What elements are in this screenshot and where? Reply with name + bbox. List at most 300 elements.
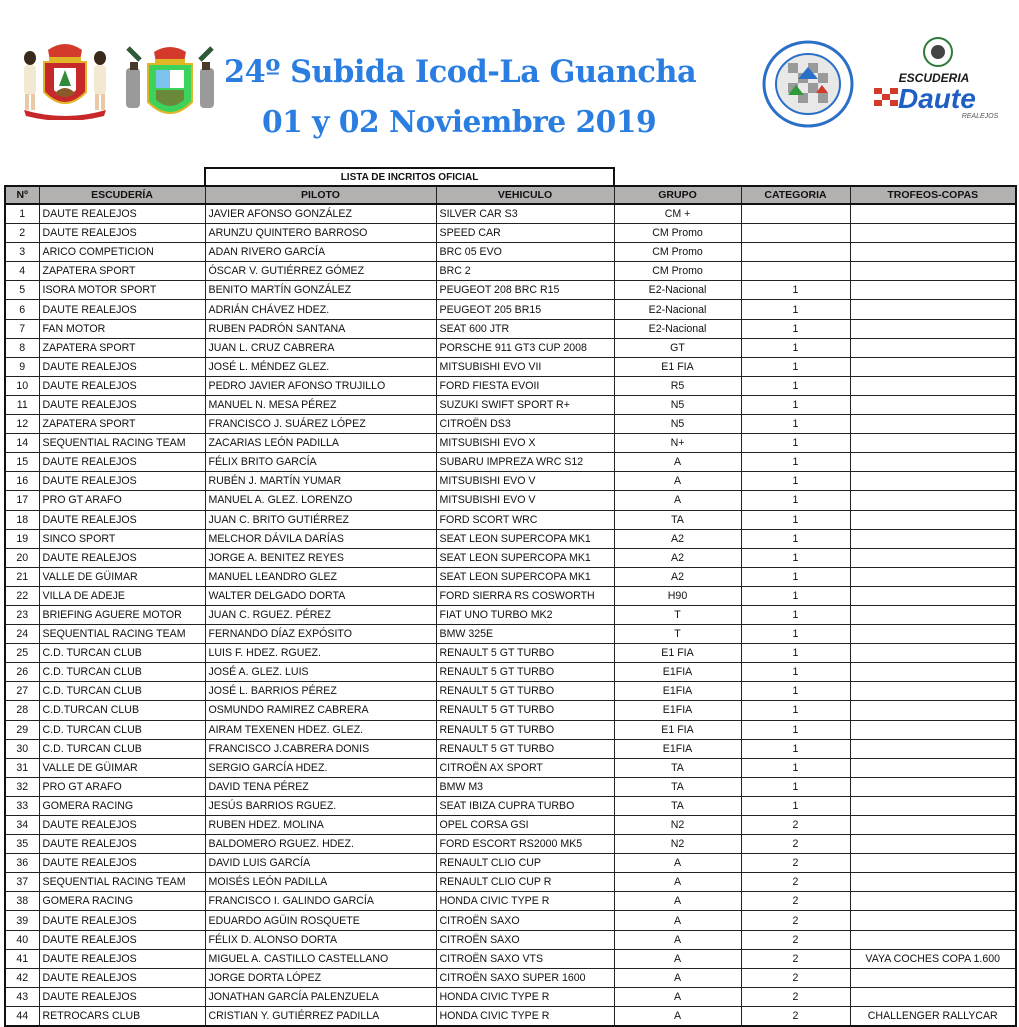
cell-grupo: E1 FIA — [614, 644, 741, 663]
cell-vehiculo: RENAULT CLIO CUP — [436, 854, 614, 873]
table-row — [5, 949, 1016, 968]
cell-trofeos — [850, 758, 1016, 777]
cell-vehiculo: RENAULT 5 GT TURBO — [436, 644, 614, 663]
cell-number: 6 — [5, 300, 39, 319]
cell-grupo: T — [614, 605, 741, 624]
cell-escuderia: FAN MOTOR — [39, 319, 205, 338]
cell-vehiculo: OPEL CORSA GSI — [436, 816, 614, 835]
cell-piloto: RUBEN PADRÓN SANTANA — [205, 319, 436, 338]
cell-categoria: 1 — [741, 739, 850, 758]
cell-trofeos — [850, 453, 1016, 472]
cell-categoria: 1 — [741, 625, 850, 644]
table-row — [5, 243, 1016, 262]
cell-number: 39 — [5, 911, 39, 930]
cell-number: 31 — [5, 758, 39, 777]
cell-piloto: ÓSCAR V. GUTIÉRREZ GÓMEZ — [205, 262, 436, 281]
cell-categoria: 1 — [741, 300, 850, 319]
cell-number: 7 — [5, 319, 39, 338]
cell-vehiculo: RENAULT 5 GT TURBO — [436, 701, 614, 720]
cell-grupo: A — [614, 472, 741, 491]
cell-trofeos — [850, 281, 1016, 300]
cell-trofeos — [850, 472, 1016, 491]
table-body — [5, 204, 1016, 1026]
cell-grupo: N5 — [614, 395, 741, 414]
cell-grupo: A — [614, 873, 741, 892]
table-row — [5, 930, 1016, 949]
table-row — [5, 567, 1016, 586]
cell-categoria: 1 — [741, 644, 850, 663]
cell-number: 22 — [5, 586, 39, 605]
cell-grupo: N2 — [614, 835, 741, 854]
table-row — [5, 701, 1016, 720]
column-header-piloto: PILOTO — [205, 186, 436, 204]
cell-number: 41 — [5, 949, 39, 968]
cell-categoria: 1 — [741, 395, 850, 414]
cell-piloto: JORGE A. BENITEZ REYES — [205, 548, 436, 567]
cell-vehiculo: RENAULT 5 GT TURBO — [436, 682, 614, 701]
cell-vehiculo: SEAT LEON SUPERCOPA MK1 — [436, 529, 614, 548]
table-row — [5, 319, 1016, 338]
table-row — [5, 892, 1016, 911]
cell-trofeos — [850, 739, 1016, 758]
cell-vehiculo: SPEED CAR — [436, 224, 614, 243]
cell-number: 43 — [5, 987, 39, 1006]
table-row — [5, 682, 1016, 701]
cell-vehiculo: HONDA CIVIC TYPE R — [436, 1006, 614, 1026]
cell-vehiculo: CITROËN AX SPORT — [436, 758, 614, 777]
cell-escuderia: C.D. TURCAN CLUB — [39, 644, 205, 663]
cell-escuderia: VALLE DE GÜIMAR — [39, 758, 205, 777]
cell-grupo: H90 — [614, 586, 741, 605]
table-row — [5, 739, 1016, 758]
cell-trofeos — [850, 663, 1016, 682]
cell-escuderia: DAUTE REALEJOS — [39, 911, 205, 930]
cell-categoria: 1 — [741, 758, 850, 777]
cell-escuderia: DAUTE REALEJOS — [39, 395, 205, 414]
cell-piloto: JORGE DORTA LÓPEZ — [205, 968, 436, 987]
cell-piloto: JUAN C. RGUEZ. PÉREZ — [205, 605, 436, 624]
cell-grupo: A — [614, 987, 741, 1006]
cell-escuderia: VALLE DE GÜIMAR — [39, 567, 205, 586]
cell-piloto: AIRAM TEXENEN HDEZ. GLEZ. — [205, 720, 436, 739]
cell-escuderia: RETROCARS CLUB — [39, 1006, 205, 1026]
cell-escuderia: PRO GT ARAFO — [39, 777, 205, 796]
cell-categoria — [741, 243, 850, 262]
cell-piloto: MOISÉS LEÓN PADILLA — [205, 873, 436, 892]
table-row — [5, 796, 1016, 815]
cell-vehiculo: MITSUBISHI EVO V — [436, 472, 614, 491]
cell-escuderia: DAUTE REALEJOS — [39, 300, 205, 319]
event-title: 24º Subida Icod-La Guancha — [224, 54, 697, 90]
cell-piloto: CRISTIAN Y. GUTIÉRREZ PADILLA — [205, 1006, 436, 1026]
cell-escuderia: DAUTE REALEJOS — [39, 510, 205, 529]
cell-trofeos — [850, 625, 1016, 644]
table-row — [5, 816, 1016, 835]
cell-trofeos — [850, 434, 1016, 453]
cell-grupo: A — [614, 968, 741, 987]
cell-escuderia: DAUTE REALEJOS — [39, 987, 205, 1006]
cell-number: 36 — [5, 854, 39, 873]
table-row — [5, 338, 1016, 357]
cell-trofeos — [850, 338, 1016, 357]
cell-categoria: 2 — [741, 892, 850, 911]
cell-trofeos — [850, 300, 1016, 319]
cell-categoria: 1 — [741, 682, 850, 701]
cell-categoria: 1 — [741, 357, 850, 376]
cell-vehiculo: HONDA CIVIC TYPE R — [436, 892, 614, 911]
cell-escuderia: ZAPATERA SPORT — [39, 338, 205, 357]
cell-piloto: JAVIER AFONSO GONZÁLEZ — [205, 204, 436, 224]
cell-categoria: 1 — [741, 701, 850, 720]
cell-piloto: OSMUNDO RAMIREZ CABRERA — [205, 701, 436, 720]
cell-trofeos — [850, 777, 1016, 796]
cell-trofeos — [850, 682, 1016, 701]
cell-escuderia: DAUTE REALEJOS — [39, 816, 205, 835]
cell-trofeos — [850, 357, 1016, 376]
table-row — [5, 434, 1016, 453]
cell-grupo: A — [614, 854, 741, 873]
cell-grupo: TA — [614, 796, 741, 815]
cell-piloto: FRANCISCO J.CABRERA DONIS — [205, 739, 436, 758]
cell-vehiculo: SEAT 600 JTR — [436, 319, 614, 338]
table-row — [5, 987, 1016, 1006]
cell-trofeos: VAYA COCHES COPA 1.600 — [850, 949, 1016, 968]
cell-grupo: N+ — [614, 434, 741, 453]
cell-number: 30 — [5, 739, 39, 758]
cell-trofeos — [850, 529, 1016, 548]
table-row — [5, 453, 1016, 472]
table-row — [5, 720, 1016, 739]
cell-grupo: E1FIA — [614, 682, 741, 701]
table-row — [5, 586, 1016, 605]
escuderia-daute-logo-icon — [868, 36, 1004, 120]
cell-escuderia: DAUTE REALEJOS — [39, 930, 205, 949]
cell-piloto: JESÚS BARRIOS RGUEZ. — [205, 796, 436, 815]
cell-categoria: 1 — [741, 376, 850, 395]
cell-vehiculo: RENAULT 5 GT TURBO — [436, 739, 614, 758]
svg-text:Daute: Daute — [898, 83, 976, 114]
cell-trofeos — [850, 567, 1016, 586]
cell-grupo: A — [614, 930, 741, 949]
cell-escuderia: PRO GT ARAFO — [39, 491, 205, 510]
cell-escuderia: ZAPATERA SPORT — [39, 415, 205, 434]
cell-number: 27 — [5, 682, 39, 701]
cell-escuderia: C.D.TURCAN CLUB — [39, 701, 205, 720]
cell-grupo: A2 — [614, 567, 741, 586]
cell-number: 5 — [5, 281, 39, 300]
table-row — [5, 548, 1016, 567]
cell-vehiculo: HONDA CIVIC TYPE R — [436, 987, 614, 1006]
cell-escuderia: DAUTE REALEJOS — [39, 548, 205, 567]
cell-categoria: 1 — [741, 415, 850, 434]
cell-trofeos — [850, 204, 1016, 224]
cell-piloto: FÉLIX BRITO GARCÍA — [205, 453, 436, 472]
cell-number: 15 — [5, 453, 39, 472]
cell-escuderia: SEQUENTIAL RACING TEAM — [39, 625, 205, 644]
cell-categoria — [741, 224, 850, 243]
cell-number: 8 — [5, 338, 39, 357]
cell-trofeos — [850, 395, 1016, 414]
column-header-vehiculo: VEHICULO — [436, 186, 614, 204]
cell-vehiculo: SILVER CAR S3 — [436, 204, 614, 224]
cell-number: 3 — [5, 243, 39, 262]
cell-escuderia: DAUTE REALEJOS — [39, 854, 205, 873]
table-row — [5, 605, 1016, 624]
cell-grupo: TA — [614, 758, 741, 777]
cell-grupo: E2-Nacional — [614, 300, 741, 319]
cell-escuderia: GOMERA RACING — [39, 796, 205, 815]
cell-number: 25 — [5, 644, 39, 663]
cell-vehiculo: BMW M3 — [436, 777, 614, 796]
cell-trofeos — [850, 892, 1016, 911]
table-caption: LISTA DE INCRITOS OFICIAL — [204, 167, 615, 186]
cell-number: 32 — [5, 777, 39, 796]
table-row — [5, 376, 1016, 395]
cell-piloto: ADAN RIVERO GARCÍA — [205, 243, 436, 262]
cell-number: 38 — [5, 892, 39, 911]
cell-trofeos: CHALLENGER RALLYCAR — [850, 1006, 1016, 1026]
table-row — [5, 529, 1016, 548]
cell-trofeos — [850, 586, 1016, 605]
cell-piloto: RUBÉN J. MARTÍN YUMAR — [205, 472, 436, 491]
cell-vehiculo: MITSUBISHI EVO X — [436, 434, 614, 453]
cell-categoria: 1 — [741, 567, 850, 586]
cell-grupo: A — [614, 892, 741, 911]
cell-piloto: EDUARDO AGÜIN ROSQUETE — [205, 911, 436, 930]
cell-number: 1 — [5, 204, 39, 224]
column-header-number: Nº — [5, 186, 39, 204]
cell-escuderia: DAUTE REALEJOS — [39, 357, 205, 376]
cell-grupo: CM Promo — [614, 262, 741, 281]
cell-number: 40 — [5, 930, 39, 949]
cell-number: 42 — [5, 968, 39, 987]
cell-vehiculo: BMW 325E — [436, 625, 614, 644]
cell-categoria: 2 — [741, 987, 850, 1006]
cell-grupo: CM + — [614, 204, 741, 224]
table-row — [5, 873, 1016, 892]
cell-piloto: JOSÉ L. MÉNDEZ GLEZ. — [205, 357, 436, 376]
cell-categoria: 2 — [741, 911, 850, 930]
column-header-grupo: GRUPO — [614, 186, 741, 204]
cell-number: 34 — [5, 816, 39, 835]
cell-vehiculo: CITROËN SAXO VTS — [436, 949, 614, 968]
cell-grupo: A — [614, 911, 741, 930]
cell-vehiculo: FORD SIERRA RS COSWORTH — [436, 586, 614, 605]
cell-number: 14 — [5, 434, 39, 453]
cell-categoria: 2 — [741, 835, 850, 854]
cell-vehiculo: SEAT IBIZA CUPRA TURBO — [436, 796, 614, 815]
table-row — [5, 968, 1016, 987]
cell-grupo: N2 — [614, 816, 741, 835]
cell-grupo: E1FIA — [614, 663, 741, 682]
cell-number: 24 — [5, 625, 39, 644]
cell-vehiculo: PEUGEOT 208 BRC R15 — [436, 281, 614, 300]
cell-escuderia: SEQUENTIAL RACING TEAM — [39, 873, 205, 892]
column-header-trofeos: TROFEOS-COPAS — [850, 186, 1016, 204]
cell-vehiculo: CITROËN DS3 — [436, 415, 614, 434]
cell-categoria: 1 — [741, 434, 850, 453]
cell-number: 37 — [5, 873, 39, 892]
cell-trofeos — [850, 854, 1016, 873]
cell-piloto: ADRIÁN CHÁVEZ HDEZ. — [205, 300, 436, 319]
event-banner — [0, 22, 1019, 140]
cell-piloto: ZACARIAS LEÓN PADILLA — [205, 434, 436, 453]
event-dates: 01 y 02 Noviembre 2019 — [262, 105, 657, 140]
table-row — [5, 300, 1016, 319]
cell-number: 29 — [5, 720, 39, 739]
table-row — [5, 357, 1016, 376]
cell-trofeos — [850, 243, 1016, 262]
cell-escuderia: DAUTE REALEJOS — [39, 204, 205, 224]
cell-number: 16 — [5, 472, 39, 491]
table-row — [5, 644, 1016, 663]
column-header-escuderia: ESCUDERÍA — [39, 186, 205, 204]
cell-piloto: DAVID LUIS GARCÍA — [205, 854, 436, 873]
cell-categoria: 2 — [741, 930, 850, 949]
cell-trofeos — [850, 510, 1016, 529]
cell-piloto: BALDOMERO RGUEZ. HDEZ. — [205, 835, 436, 854]
cell-categoria: 2 — [741, 873, 850, 892]
cell-piloto: WALTER DELGADO DORTA — [205, 586, 436, 605]
cell-vehiculo: MITSUBISHI EVO VII — [436, 357, 614, 376]
table-row — [5, 395, 1016, 414]
cell-escuderia: GOMERA RACING — [39, 892, 205, 911]
cell-categoria: 1 — [741, 472, 850, 491]
table-row — [5, 663, 1016, 682]
cell-categoria: 1 — [741, 453, 850, 472]
cell-categoria: 2 — [741, 1006, 850, 1026]
cell-piloto: MANUEL LEANDRO GLEZ — [205, 567, 436, 586]
cell-categoria: 1 — [741, 663, 850, 682]
cell-grupo: T — [614, 625, 741, 644]
cell-piloto: FRANCISCO J. SUÁREZ LÓPEZ — [205, 415, 436, 434]
table-row — [5, 835, 1016, 854]
cell-categoria: 1 — [741, 586, 850, 605]
cell-escuderia: ZAPATERA SPORT — [39, 262, 205, 281]
table-row — [5, 262, 1016, 281]
cell-trofeos — [850, 720, 1016, 739]
table-row — [5, 1006, 1016, 1026]
coat-of-arms-la-guancha-icon — [122, 42, 218, 126]
cell-trofeos — [850, 701, 1016, 720]
cell-escuderia: ARICO COMPETICION — [39, 243, 205, 262]
cell-number: 17 — [5, 491, 39, 510]
cell-categoria: 1 — [741, 548, 850, 567]
cell-trofeos — [850, 796, 1016, 815]
cell-vehiculo: PORSCHE 911 GT3 CUP 2008 — [436, 338, 614, 357]
cell-grupo: A2 — [614, 529, 741, 548]
cell-number: 35 — [5, 835, 39, 854]
cell-grupo: TA — [614, 777, 741, 796]
cell-piloto: PEDRO JAVIER AFONSO TRUJILLO — [205, 376, 436, 395]
cell-vehiculo: CITROËN SAXO — [436, 911, 614, 930]
cell-grupo: E2-Nacional — [614, 281, 741, 300]
cell-vehiculo: RENAULT 5 GT TURBO — [436, 663, 614, 682]
cell-categoria: 1 — [741, 491, 850, 510]
cell-vehiculo: SUZUKI SWIFT SPORT R+ — [436, 395, 614, 414]
cell-piloto: JUAN C. BRITO GUTIÉRREZ — [205, 510, 436, 529]
cell-categoria: 2 — [741, 816, 850, 835]
cell-categoria: 1 — [741, 777, 850, 796]
svg-text:REALEJOS: REALEJOS — [961, 113, 999, 120]
cell-trofeos — [850, 987, 1016, 1006]
cell-piloto: JOSÉ L. BARRIOS PÉREZ — [205, 682, 436, 701]
cell-categoria: 1 — [741, 319, 850, 338]
cell-vehiculo: CITROËN SAXO SUPER 1600 — [436, 968, 614, 987]
cell-vehiculo: FORD ESCORT RS2000 MK5 — [436, 835, 614, 854]
cell-piloto: JOSÉ A. GLEZ. LUIS — [205, 663, 436, 682]
cell-grupo: N5 — [614, 415, 741, 434]
cell-categoria — [741, 204, 850, 224]
cell-trofeos — [850, 835, 1016, 854]
cell-trofeos — [850, 224, 1016, 243]
cell-number: 33 — [5, 796, 39, 815]
cell-number: 12 — [5, 415, 39, 434]
cell-piloto: SERGIO GARCÍA HDEZ. — [205, 758, 436, 777]
cell-vehiculo: RENAULT 5 GT TURBO — [436, 720, 614, 739]
cell-vehiculo: FIAT UNO TURBO MK2 — [436, 605, 614, 624]
cell-number: 9 — [5, 357, 39, 376]
cell-grupo: E2-Nacional — [614, 319, 741, 338]
cell-piloto: RUBEN HDEZ. MOLINA — [205, 816, 436, 835]
cell-piloto: MANUEL N. MESA PÉREZ — [205, 395, 436, 414]
table-row — [5, 625, 1016, 644]
cell-trofeos — [850, 816, 1016, 835]
cell-vehiculo: PEUGEOT 205 BR15 — [436, 300, 614, 319]
cell-vehiculo: BRC 05 EVO — [436, 243, 614, 262]
cell-grupo: A2 — [614, 548, 741, 567]
cell-vehiculo: SEAT LEON SUPERCOPA MK1 — [436, 567, 614, 586]
cell-categoria: 1 — [741, 605, 850, 624]
cell-escuderia: C.D. TURCAN CLUB — [39, 739, 205, 758]
table-row — [5, 224, 1016, 243]
cell-piloto: DAVID TENA PÉREZ — [205, 777, 436, 796]
cell-trofeos — [850, 491, 1016, 510]
cell-grupo: A — [614, 453, 741, 472]
cell-piloto: FRANCISCO I. GALINDO GARCÍA — [205, 892, 436, 911]
cell-categoria — [741, 262, 850, 281]
cell-grupo: E1 FIA — [614, 720, 741, 739]
cell-vehiculo: MITSUBISHI EVO V — [436, 491, 614, 510]
cell-grupo: TA — [614, 510, 741, 529]
cell-grupo: A — [614, 491, 741, 510]
cell-trofeos — [850, 415, 1016, 434]
table-row — [5, 854, 1016, 873]
svg-text:ESCUDERIA: ESCUDERIA — [898, 71, 970, 85]
cell-categoria: 1 — [741, 338, 850, 357]
table-row — [5, 472, 1016, 491]
cell-categoria: 2 — [741, 968, 850, 987]
cell-escuderia: DAUTE REALEJOS — [39, 376, 205, 395]
cell-vehiculo: FORD FIESTA EVOII — [436, 376, 614, 395]
cell-number: 26 — [5, 663, 39, 682]
cell-grupo: CM Promo — [614, 243, 741, 262]
cell-trofeos — [850, 644, 1016, 663]
cell-trofeos — [850, 930, 1016, 949]
cell-categoria: 1 — [741, 510, 850, 529]
cell-grupo: E1 FIA — [614, 357, 741, 376]
cell-escuderia: C.D. TURCAN CLUB — [39, 720, 205, 739]
cell-number: 20 — [5, 548, 39, 567]
cell-number: 10 — [5, 376, 39, 395]
cell-piloto: FERNANDO DÍAZ EXPÓSITO — [205, 625, 436, 644]
table-row — [5, 777, 1016, 796]
cell-escuderia: DAUTE REALEJOS — [39, 968, 205, 987]
cell-escuderia: DAUTE REALEJOS — [39, 472, 205, 491]
cell-grupo: E1FIA — [614, 739, 741, 758]
cell-categoria: 1 — [741, 720, 850, 739]
federacion-automovilismo-logo-icon — [760, 39, 856, 129]
